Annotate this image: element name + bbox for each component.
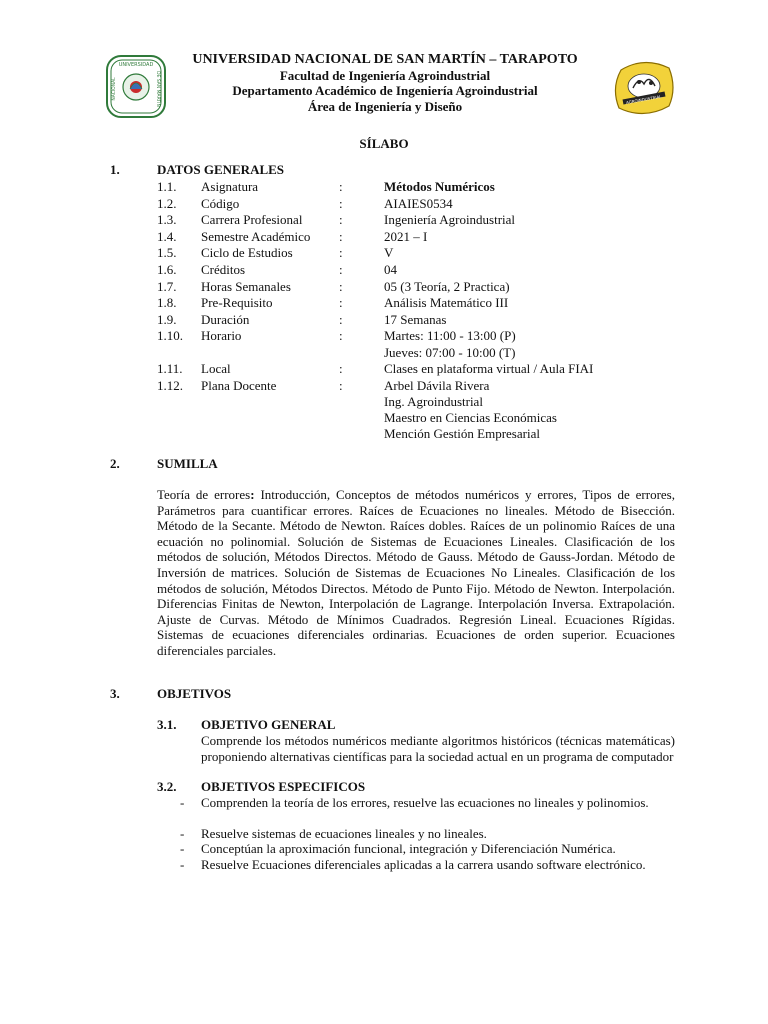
row-number: 1.2. <box>157 196 177 211</box>
objetivo-general-text: Comprende los métodos numéricos mediante algoritmos históricos (técnicas matemáticas) proponiendo alternativas científicas para la sociedad actual en un programa de computador <box>201 733 675 764</box>
objetivo-especifico-item: Resuelve sistemas de ecuaciones lineales y no lineales. <box>201 826 487 841</box>
row-label: Plana Docente <box>201 378 277 393</box>
row-number: 1.4. <box>157 229 177 244</box>
row-number: 1.10. <box>157 328 183 343</box>
sumilla-text: Introducción, Conceptos de métodos numéricos y errores, Tipos de errores, Parámetros para cuantificar errores. Raíces de Ecuaciones no lineales. Método de Bisección. Método de la Secante. Método de Newton. Raíces dobles. Raíces de un polinomio Raíces de una ecuación no polinomial. Solución de Sistemas de Ecuaciones Lineales. Clasificación de los métodos de solución, Métodos Directos. Método de Gauss. Método de Gauss-Jordan. Método de Inversión de matrices. Solución de Sistemas de Ecuaciones No Lineales. Clasificación de los métodos de solución, Métodos Directos. Método de Punto Fijo. Método de Newton. Interpolación. Diferencias Finitas de Newton, Interpolación de Lagrange. Interpolación Inversa. Extrapolación. Ajuste de Curvas. Método de Mínimos Cuadrados. Regresión Lineal. Ecuaciones Rígidas. Sistemas de ecuaciones diferenciales ordinarias. Ecuaciones de orden superior. Ecuaciones diferenciales parciales. <box>157 487 675 658</box>
row-value: 05 (3 Teoría, 2 Practica) <box>384 279 510 294</box>
datos-row <box>0 328 768 345</box>
objetivo-especifico-item: Resuelve Ecuaciones diferenciales aplicadas a la carrera usando software electrónico. <box>201 857 646 872</box>
area-name: Área de Ingeniería y Diseño <box>307 99 463 114</box>
datos-row <box>0 312 768 329</box>
row-value: Arbel Dávila Rivera <box>384 378 490 393</box>
section-3-number: 3. <box>110 686 120 701</box>
objetivo-general-title: OBJETIVO GENERAL <box>201 717 336 732</box>
datos-row <box>0 378 768 395</box>
row-number: 1.3. <box>157 212 177 227</box>
datos-row <box>0 179 768 196</box>
row-number: 1.12. <box>157 378 183 393</box>
university-name: UNIVERSIDAD NACIONAL DE SAN MARTÍN – TARAPOTO <box>192 52 578 67</box>
datos-row <box>0 196 768 213</box>
bullet-marker: - <box>180 795 185 810</box>
sumilla-lead: Teoría de errores <box>157 487 251 502</box>
row-label: Semestre Académico <box>201 229 311 244</box>
row-number: 1.1. <box>157 179 177 194</box>
datos-row <box>0 361 768 378</box>
objetivos-especificos-title: OBJETIVOS ESPECIFICOS <box>201 779 366 794</box>
row-colon: : <box>339 212 343 227</box>
row-colon: : <box>339 179 343 194</box>
datos-row <box>0 394 768 411</box>
section-1-number: 1. <box>110 162 120 177</box>
row-number: 1.11. <box>157 361 183 376</box>
objetivos-especificos-number: 3.2. <box>157 779 177 794</box>
document-title: SÍLABO <box>359 136 409 151</box>
row-label: Código <box>201 196 240 211</box>
datos-row <box>0 279 768 296</box>
row-colon: : <box>339 262 343 277</box>
row-value: Análisis Matemático III <box>384 295 509 310</box>
row-colon: : <box>339 361 343 376</box>
row-colon: : <box>339 196 343 211</box>
bullet-marker: - <box>180 857 185 872</box>
row-colon: : <box>339 245 343 260</box>
seal-lettering-right: DE SAN MARTÍN <box>155 71 160 107</box>
row-value: Mención Gestión Empresarial <box>384 426 540 441</box>
row-label: Asignatura <box>201 179 259 194</box>
objetivo-general-number: 3.1. <box>157 717 177 732</box>
bullet-marker: - <box>180 841 185 856</box>
row-colon: : <box>339 328 343 343</box>
row-number: 1.8. <box>157 295 177 310</box>
row-value: Martes: 11:00 - 13:00 (P) <box>384 328 516 343</box>
section-2-title: SUMILLA <box>157 456 218 471</box>
row-label: Horario <box>201 328 242 343</box>
row-value: Métodos Numéricos <box>384 179 495 194</box>
datos-row <box>0 345 768 362</box>
faculty-logo-lettering: AGROINDUSTRIAL <box>625 93 662 106</box>
faculty-logo <box>611 58 677 118</box>
bullet-marker: - <box>180 826 185 841</box>
row-label: Pre-Requisito <box>201 295 273 310</box>
datos-row <box>0 426 768 443</box>
datos-row <box>0 262 768 279</box>
row-label: Duración <box>201 312 250 327</box>
seal-lettering-top: UNIVERSIDAD <box>118 62 154 68</box>
row-number: 1.7. <box>157 279 177 294</box>
section-3-title: OBJETIVOS <box>157 686 232 701</box>
row-number: 1.6. <box>157 262 177 277</box>
section-2-number: 2. <box>110 456 120 471</box>
datos-row <box>0 229 768 246</box>
datos-row <box>0 295 768 312</box>
row-colon: : <box>339 279 343 294</box>
row-colon: : <box>339 229 343 244</box>
row-value: 04 <box>384 262 397 277</box>
row-value: 17 Semanas <box>384 312 447 327</box>
row-value: 2021 – I <box>384 229 428 244</box>
seal-lettering-left: NACIONAL <box>112 77 117 101</box>
row-value: Maestro en Ciencias Económicas <box>384 410 557 425</box>
row-label: Horas Semanales <box>201 279 291 294</box>
sumilla-paragraph <box>157 487 675 659</box>
row-label: Ciclo de Estudios <box>201 245 293 260</box>
row-label: Créditos <box>201 262 246 277</box>
datos-row <box>0 245 768 262</box>
row-value: Ing. Agroindustrial <box>384 394 483 409</box>
row-value: Ingeniería Agroindustrial <box>384 212 516 227</box>
row-number: 1.9. <box>157 312 177 327</box>
section-1-title: DATOS GENERALES <box>157 162 285 177</box>
row-colon: : <box>339 378 343 393</box>
row-colon: : <box>339 295 343 310</box>
faculty-name: Facultad de Ingeniería Agroindustrial <box>279 68 491 83</box>
row-label: Carrera Profesional <box>201 212 303 227</box>
row-value: Jueves: 07:00 - 10:00 (T) <box>384 345 516 360</box>
row-value: AIAIES0534 <box>384 196 453 211</box>
department-name: Departamento Académico de Ingeniería Agroindustrial <box>232 83 538 98</box>
row-number: 1.5. <box>157 245 177 260</box>
datos-row <box>0 410 768 427</box>
datos-row <box>0 212 768 229</box>
row-colon: : <box>339 312 343 327</box>
objetivo-especifico-item: Comprenden la teoría de los errores, resuelve las ecuaciones no lineales y polinomios. <box>201 795 649 810</box>
sumilla-lead-colon: : <box>250 487 255 502</box>
row-label: Local <box>201 361 231 376</box>
objetivo-especifico-item: Conceptúan la aproximación funcional, integración y Diferenciación Numérica. <box>201 841 616 856</box>
row-value: V <box>384 245 394 260</box>
row-value: Clases en plataforma virtual / Aula FIAI <box>384 361 594 376</box>
